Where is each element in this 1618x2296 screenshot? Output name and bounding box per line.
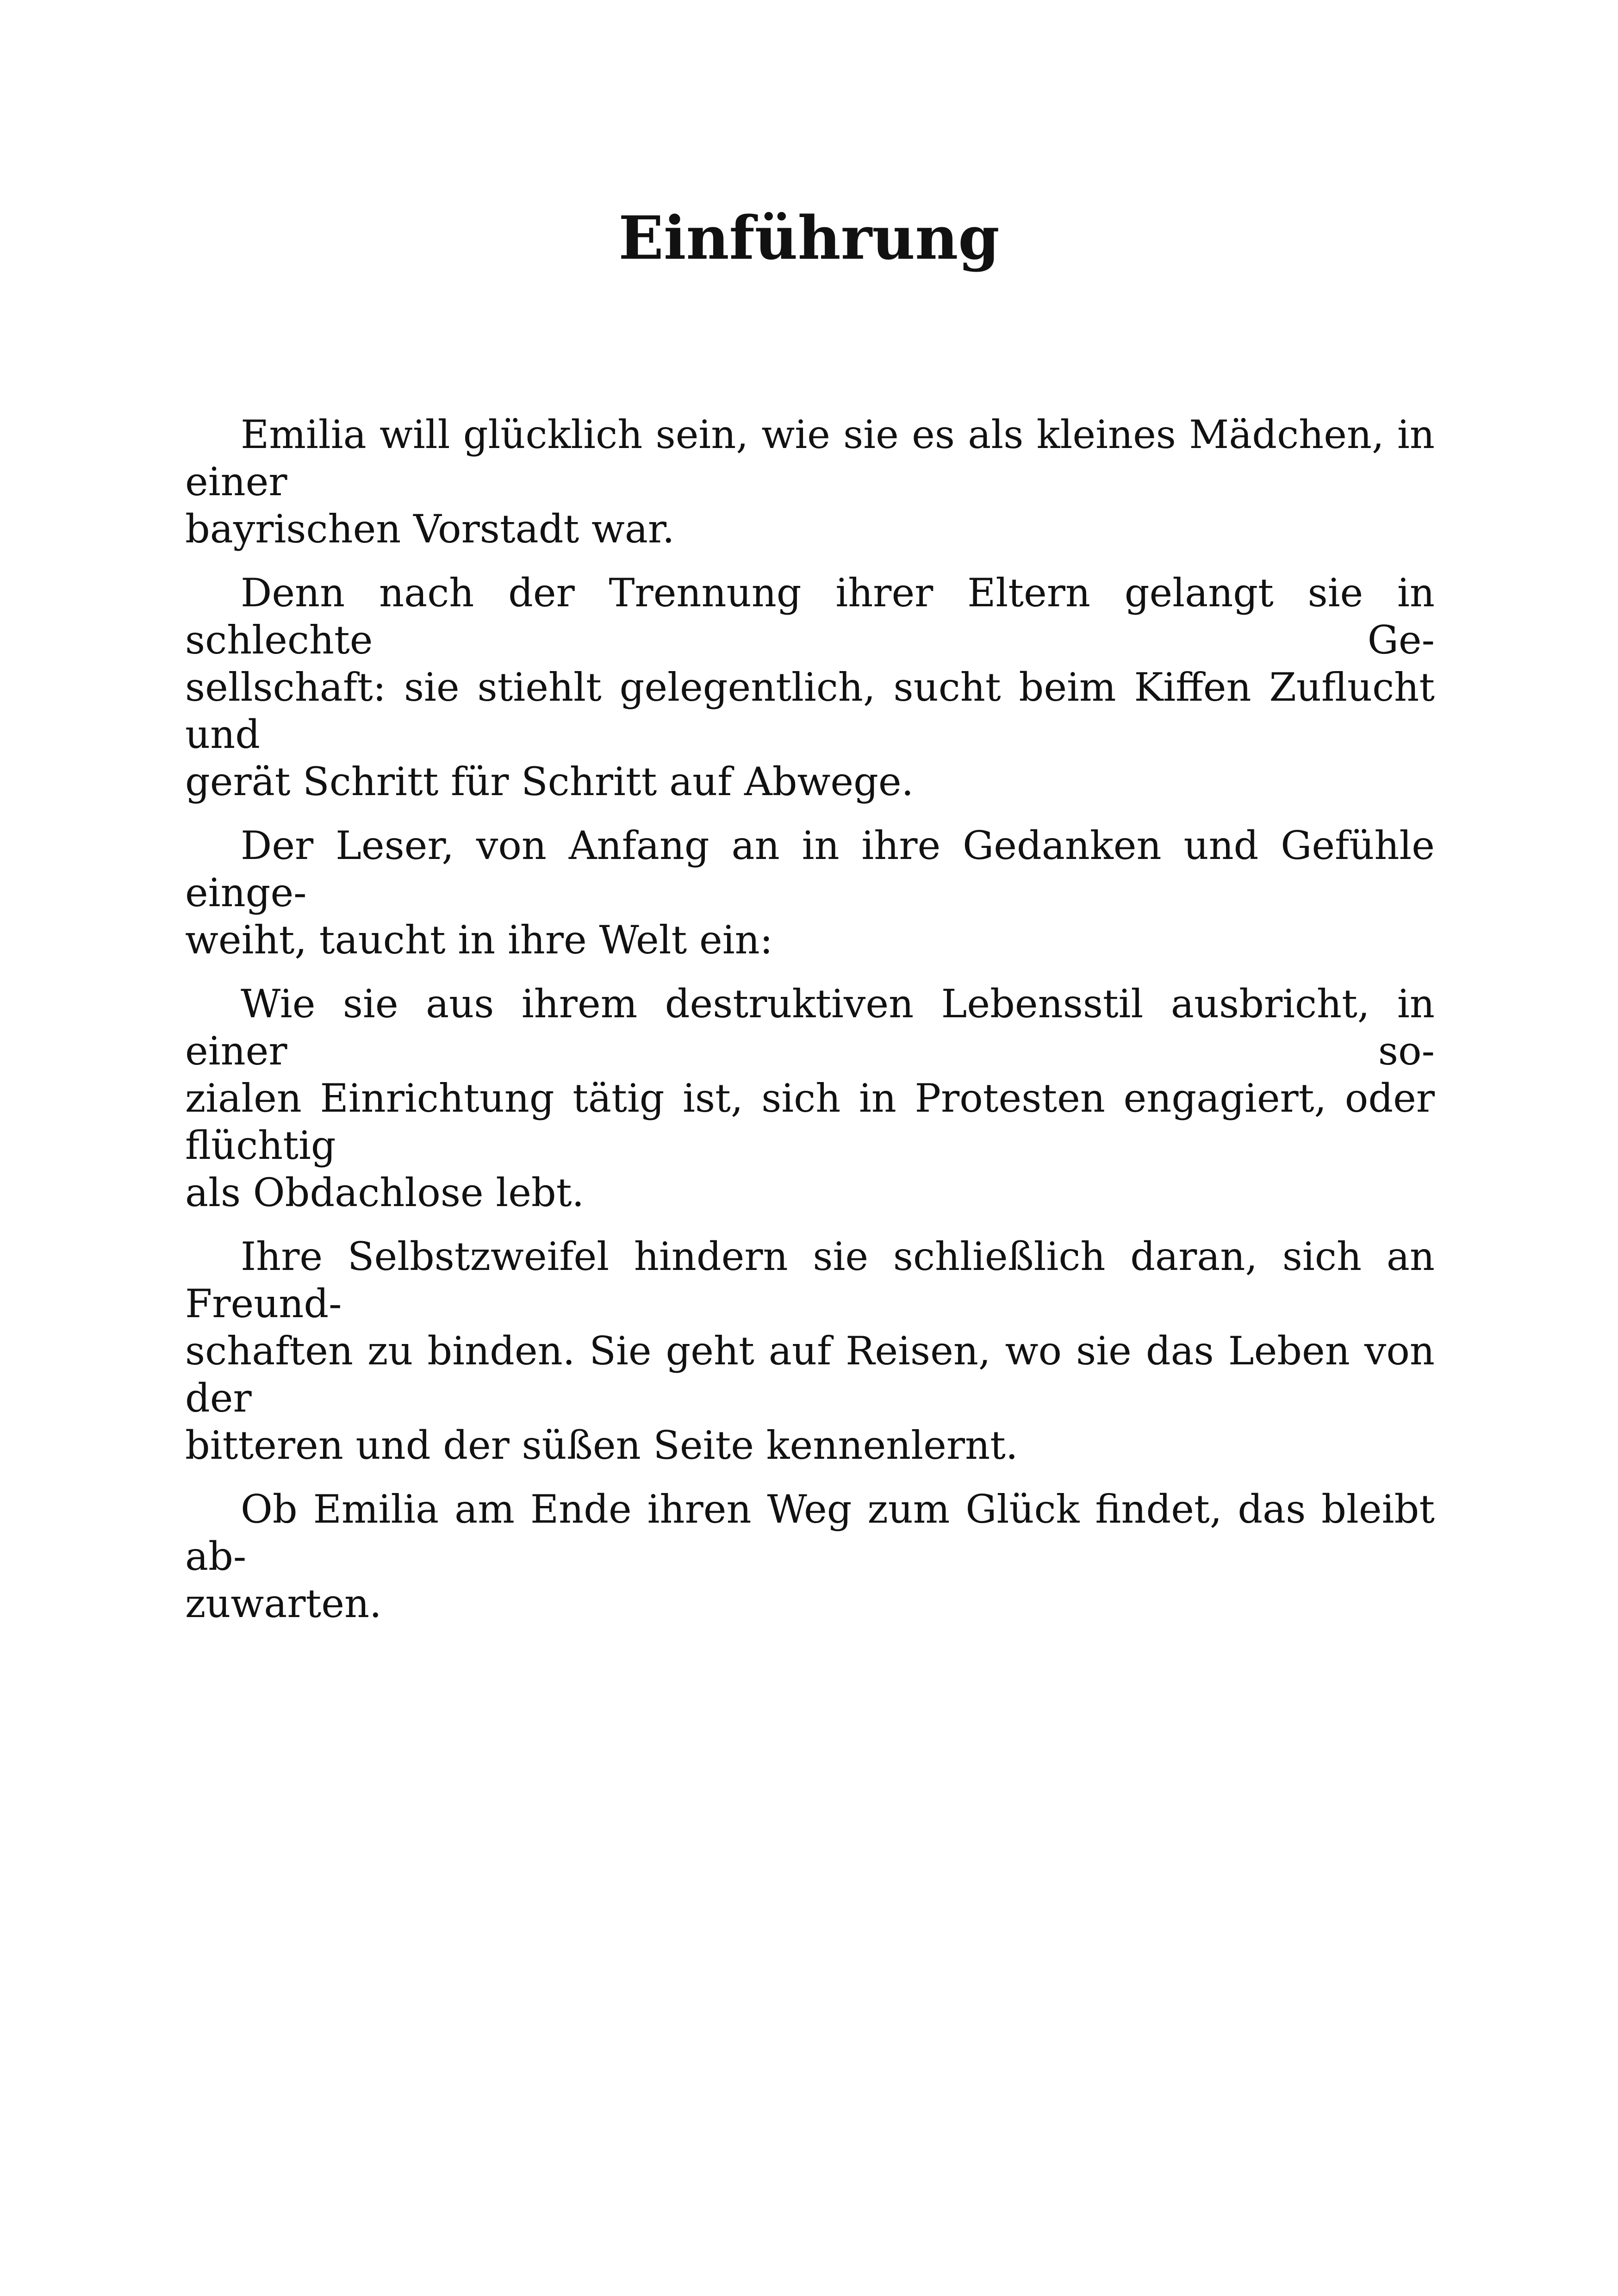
text-line: Wie sie aus ihrem destruktiven Lebensstil ausbricht, in einer so- bbox=[185, 981, 1435, 1074]
text-line: bitteren und der süßen Seite kennenlernt. bbox=[185, 1423, 1018, 1468]
text-line: bayrischen Vorstadt war. bbox=[185, 506, 675, 552]
paragraph-4 bbox=[185, 980, 1435, 1216]
paragraph-6 bbox=[185, 1486, 1435, 1627]
text-line: Emilia will glücklich sein, wie sie es als kleines Mädchen, in einer bbox=[185, 412, 1435, 504]
text-line: Ob Emilia am Ende ihren Weg zum Glück findet, das bleibt ab- bbox=[185, 1487, 1435, 1579]
text-line: weiht, taucht in ihre Welt ein: bbox=[185, 917, 773, 963]
text-line: gerät Schritt für Schritt auf Abwege. bbox=[185, 759, 914, 804]
text-line: sellschaft: sie stiehlt gelegentlich, sucht beim Kiffen Zuflucht und bbox=[185, 665, 1435, 757]
text-line: zialen Einrichtung tätig ist, sich in Protesten engagiert, oder flüchtig bbox=[185, 1076, 1435, 1168]
text-line: Denn nach der Trennung ihrer Eltern gelangt sie in schlechte Ge- bbox=[185, 570, 1435, 663]
body-text bbox=[185, 411, 1435, 1644]
page-title: Einführung bbox=[618, 204, 1000, 273]
paragraph-5 bbox=[185, 1233, 1435, 1469]
paragraph-3 bbox=[185, 822, 1435, 964]
text-line: schaften zu binden. Sie geht auf Reisen, wo sie das Leben von der bbox=[185, 1328, 1435, 1421]
text-line: Ihre Selbstzweifel hindern sie schließlich daran, sich an Freund- bbox=[185, 1234, 1435, 1326]
text-line: als Obdachlose lebt. bbox=[185, 1170, 585, 1215]
paragraph-1 bbox=[185, 411, 1435, 553]
paragraph-2 bbox=[185, 569, 1435, 805]
text-line: Der Leser, von Anfang an in ihre Gedanken und Gefühle einge- bbox=[185, 823, 1435, 915]
text-line: zuwarten. bbox=[185, 1581, 382, 1626]
